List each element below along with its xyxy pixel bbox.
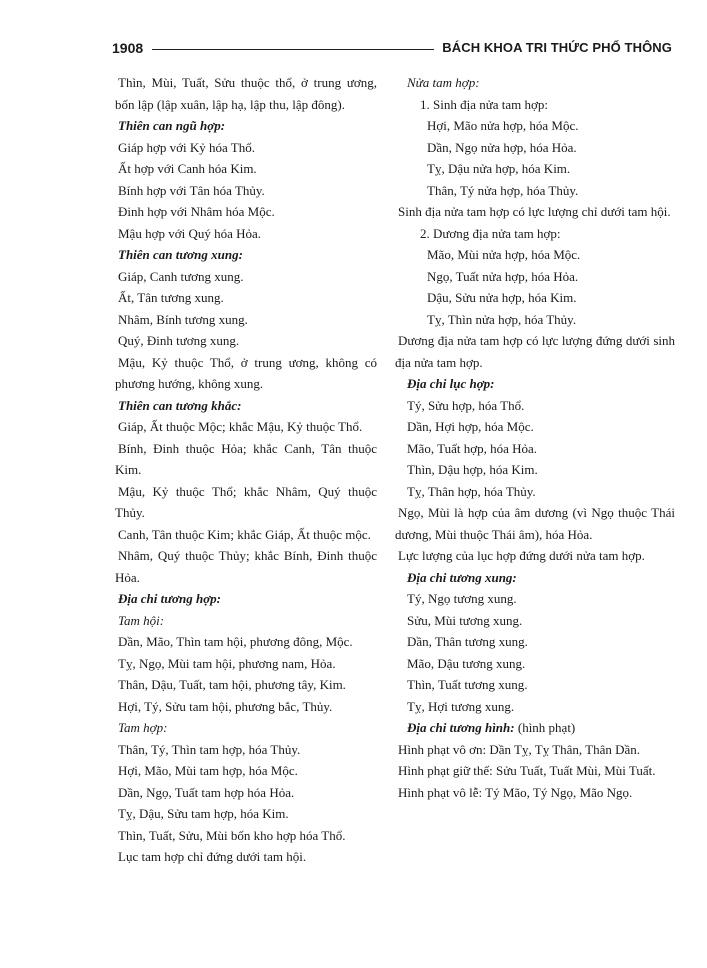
- section-heading: Địa chi tương hợp:: [118, 591, 222, 606]
- text-line: Hợi, Mão, Mùi tam hợp, hóa Mộc.: [118, 763, 298, 778]
- text-line: Dần, Ngọ, Tuất tam hợp hóa Hỏa.: [118, 784, 295, 800]
- text-line: Tỵ, Ngọ, Mùi tam hội, phương nam, Hỏa.: [118, 655, 336, 671]
- text-line: Sửu, Mùi tương xung.: [407, 612, 523, 628]
- text-line: Hợi, Mão nửa hợp, hóa Mộc.: [427, 118, 579, 133]
- text-line: Thìn, Tuất tương xung.: [407, 677, 528, 692]
- text-line: Dương địa nửa tam hợp có lực lượng đứng dưới sinh địa nửa tam hợp.: [395, 333, 675, 370]
- left-column: [115, 72, 377, 868]
- text-line: Đinh hợp với Nhâm hóa Mộc.: [118, 204, 275, 219]
- text-line: Dần, Thân tương xung.: [407, 634, 528, 649]
- text-line: Tam hợp:: [118, 720, 168, 735]
- text-line: Giáp hợp với Kỷ hóa Thổ.: [118, 139, 255, 155]
- text-line: Hình phạt giữ thế: Sửu Tuất, Tuất Mùi, Mùi Tuất.: [398, 763, 656, 778]
- text-line: Mão, Tuất hợp, hóa Hỏa.: [407, 440, 538, 456]
- text-line: Thân, Tý nửa hợp, hóa Thủy.: [427, 182, 579, 198]
- text-line: Dần, Mão, Thìn tam hội, phương đông, Mộc.: [118, 634, 353, 649]
- section-heading: Địa chi lục hợp:: [407, 376, 495, 391]
- text-line: Giáp, Ất thuộc Mộc; khắc Mậu, Kỷ thuộc Thổ.: [118, 419, 363, 434]
- text-line: Quý, Đinh tương xung.: [118, 333, 240, 348]
- heading-suffix: (hình phạt): [514, 720, 576, 735]
- text-line: Dần, Ngọ nửa hợp, hóa Hỏa.: [427, 139, 577, 155]
- text-line: Hình phạt vô lễ: Tý Mão, Tý Ngọ, Mão Ngọ.: [398, 784, 633, 800]
- text-line: Ngọ, Mùi là hợp của âm dương (vì Ngọ thuộc Thái dương, Mùi thuộc Thái âm), hóa Hỏa.: [395, 505, 675, 542]
- text-line: Tỵ, Dậu, Sửu tam hợp, hóa Kim.: [118, 806, 289, 821]
- text-line: Thân, Tý, Thìn tam hợp, hóa Thủy.: [118, 741, 301, 757]
- text-line: Tỵ, Thìn nửa hợp, hóa Thủy.: [427, 311, 577, 327]
- section-heading: Thiên can tương xung:: [118, 247, 243, 262]
- text-line: Dậu, Sửu nửa hợp, hóa Kim.: [427, 290, 577, 305]
- text-line: Canh, Tân thuộc Kim; khắc Giáp, Ất thuộc mộc.: [118, 526, 371, 542]
- header-rule: [152, 49, 434, 50]
- page-number: 1908: [112, 40, 144, 56]
- text-line: Thìn, Dậu hợp, hóa Kim.: [407, 462, 538, 477]
- text-line: Tý, Ngọ tương xung.: [407, 591, 517, 606]
- right-column: [395, 72, 675, 803]
- text-line: Mão, Dậu tương xung.: [407, 655, 526, 671]
- section-heading: Thiên can tương khắc:: [118, 397, 242, 413]
- text-line: 2. Dương địa nửa tam hợp:: [420, 225, 561, 241]
- text-line: Hợi, Tý, Sửu tam hội, phương bắc, Thủy.: [118, 698, 333, 714]
- text-line: Thìn, Tuất, Sửu, Mùi bốn kho hợp hóa Thổ.: [118, 827, 346, 843]
- page-header: [112, 40, 672, 60]
- text-line: Ngọ, Tuất nửa hợp, hóa Hỏa.: [427, 268, 579, 284]
- text-line: Thìn, Mùi, Tuất, Sửu thuộc thổ, ở trung ương, bốn lập (lập xuân, lập hạ, lập thu, lập đông).: [115, 75, 377, 112]
- text-line: Dần, Hợi hợp, hóa Mộc.: [407, 419, 534, 434]
- text-line: Ất hợp với Canh hóa Kim.: [118, 161, 257, 176]
- text-line: Mậu, Kỷ thuộc Thổ, ở trung ương, không có phương hướng, không xung.: [115, 354, 377, 391]
- text-line: Mậu hợp với Quý hóa Hỏa.: [118, 225, 262, 241]
- text-line: Tỵ, Thân hợp, hóa Thủy.: [407, 483, 536, 499]
- text-line: Sinh địa nửa tam hợp có lực lượng chỉ dưới tam hội.: [398, 204, 671, 219]
- book-title: BÁCH KHOA TRI THỨC PHỔ THÔNG: [442, 40, 672, 55]
- text-line: Nhâm, Bính tương xung.: [118, 311, 248, 327]
- section-heading: Địa chi tương hình:: [407, 720, 515, 735]
- text-line: Ất, Tân tương xung.: [118, 290, 224, 305]
- section-heading: Địa chi tương xung:: [407, 569, 517, 585]
- text-line: Nhâm, Quý thuộc Thủy; khắc Bính, Đinh thuộc Hỏa.: [115, 548, 377, 585]
- text-line: Giáp, Canh tương xung.: [118, 268, 244, 284]
- text-line: 1. Sinh địa nửa tam hợp:: [420, 96, 549, 112]
- section-heading: Thiên can ngũ hợp:: [118, 118, 226, 133]
- text-line: Lục tam hợp chỉ đứng dưới tam hội.: [118, 849, 307, 864]
- text-line: [395, 717, 675, 739]
- text-line: Lực lượng của lục hợp đứng dưới nửa tam hợp.: [398, 548, 645, 563]
- text-line: Mậu, Kỷ thuộc Thổ; khắc Nhâm, Quý thuộc Thủy.: [115, 483, 377, 520]
- text-line: Hình phạt vô ơn: Dần Tỵ, Tỵ Thân, Thân Dần.: [398, 741, 641, 757]
- text-line: Thân, Dậu, Tuất, tam hội, phương tây, Kim.: [118, 677, 346, 692]
- text-line: Tý, Sửu hợp, hóa Thổ.: [407, 397, 525, 413]
- text-line: Tỵ, Dậu nửa hợp, hóa Kim.: [427, 161, 571, 176]
- text-line: Nửa tam hợp:: [407, 75, 480, 90]
- text-line: Mão, Mùi nửa hợp, hóa Mộc.: [427, 247, 581, 262]
- text-line: Bính, Đinh thuộc Hỏa; khắc Canh, Tân thuộc Kim.: [115, 440, 377, 477]
- text-line: Tam hội:: [118, 612, 165, 628]
- text-line: Bính hợp với Tân hóa Thủy.: [118, 182, 265, 198]
- text-line: Tỵ, Hợi tương xung.: [407, 698, 515, 714]
